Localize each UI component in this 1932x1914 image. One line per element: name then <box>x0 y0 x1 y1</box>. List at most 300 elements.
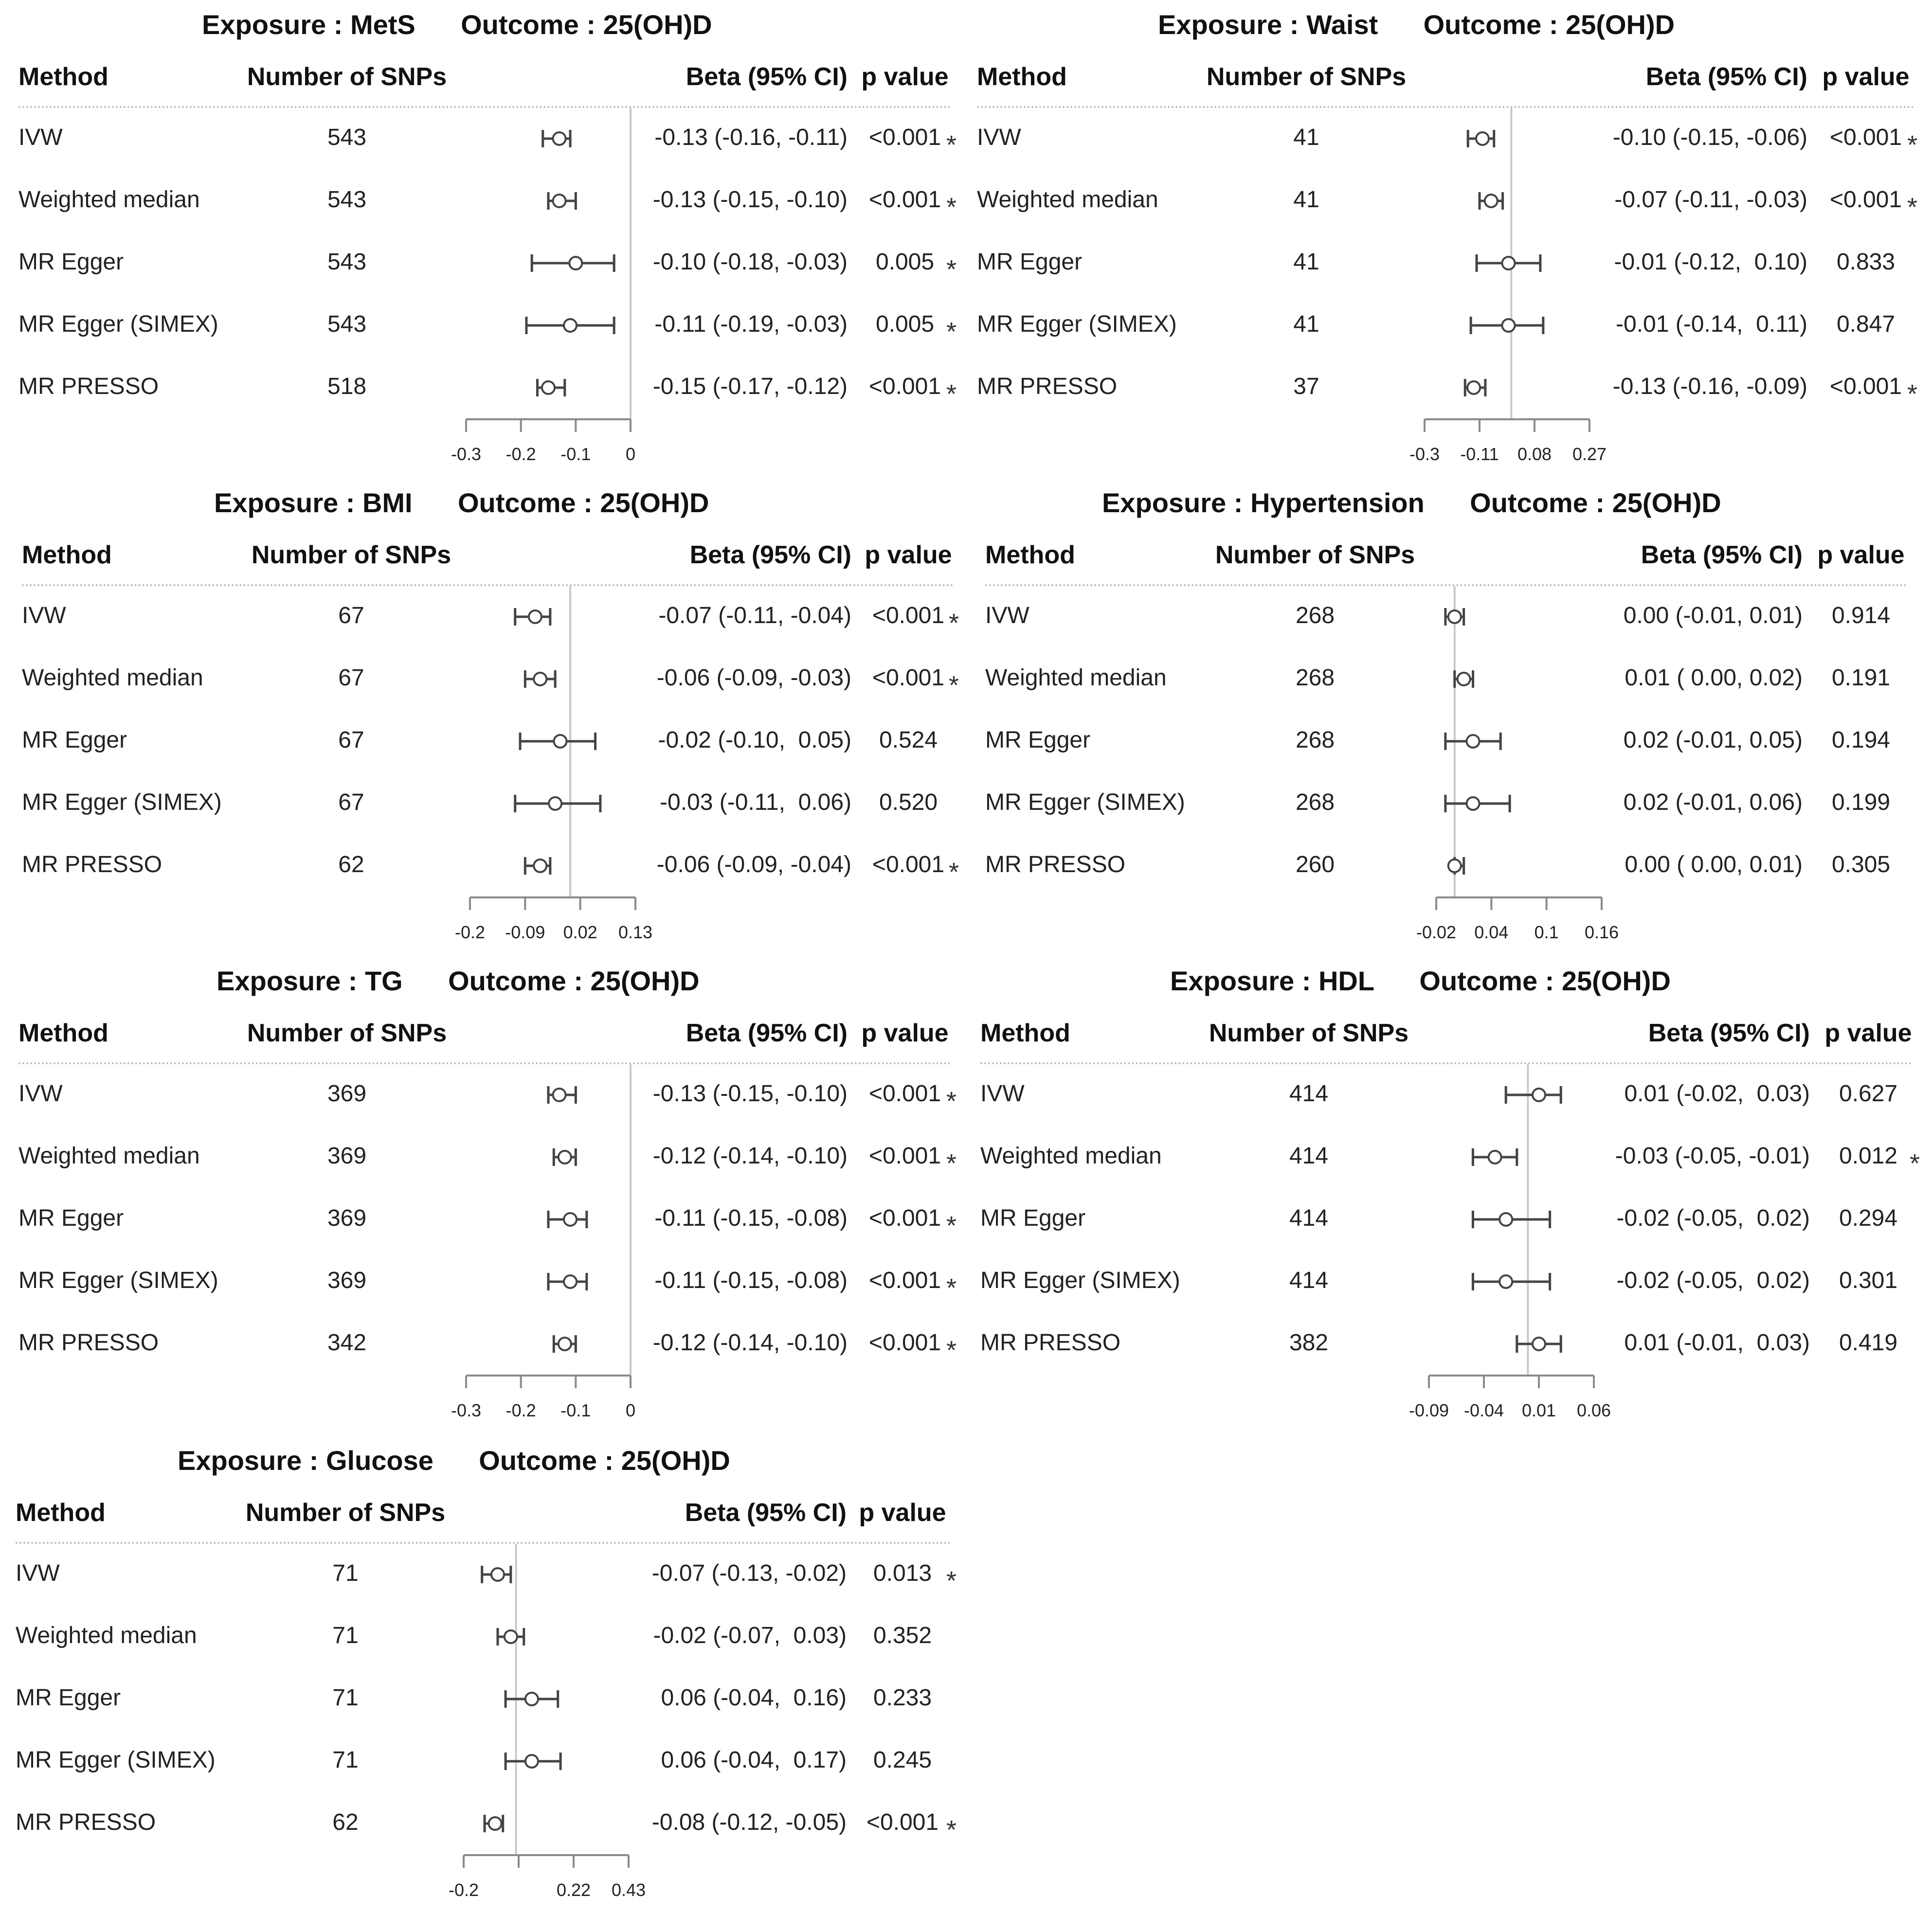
point-estimate-marker <box>1476 132 1489 145</box>
beta-ci-value: 0.06 (-0.04, 0.17) <box>661 1747 847 1773</box>
p-value: <0.001 <box>868 1081 941 1107</box>
forest-plot <box>0 956 966 1433</box>
p-value: 0.520 <box>879 789 938 815</box>
method-label: Weighted median <box>22 665 203 691</box>
ci-marker <box>525 857 550 875</box>
snp-count: 518 <box>327 374 367 399</box>
ci-marker <box>520 733 596 750</box>
point-estimate-marker <box>1448 859 1461 872</box>
method-label: MR Egger (SIMEX) <box>16 1747 216 1773</box>
snp-count: 543 <box>327 125 367 150</box>
method-label: IVW <box>985 603 1029 628</box>
x-axis-tick-label: 0.04 <box>1474 922 1509 942</box>
forest-panel-tg <box>0 956 966 1433</box>
method-label: MR Egger (SIMEX) <box>977 311 1177 337</box>
significance-asterisk-icon: * <box>946 1149 957 1178</box>
snp-count: 414 <box>1289 1143 1329 1169</box>
point-estimate-marker <box>549 797 561 810</box>
beta-ci-value: 0.02 (-0.01, 0.05) <box>1623 727 1803 753</box>
method-label: MR PRESSO <box>16 1809 156 1835</box>
snp-count: 41 <box>1293 311 1319 337</box>
column-header-snps: Number of SNPs <box>1206 63 1407 91</box>
x-axis-tick-label: -0.3 <box>451 1400 482 1420</box>
significance-asterisk-icon: * <box>946 193 957 222</box>
column-header-method: Method <box>16 1499 106 1527</box>
column-header-method: Method <box>18 63 108 91</box>
column-header-method: Method <box>22 541 112 569</box>
ci-marker <box>526 317 614 334</box>
method-label: MR Egger <box>980 1205 1086 1231</box>
significance-asterisk-icon: * <box>949 608 959 638</box>
point-estimate-marker <box>564 1275 577 1288</box>
method-label: MR Egger (SIMEX) <box>18 311 218 337</box>
p-value: 0.627 <box>1839 1081 1898 1107</box>
x-axis-tick-label: -0.09 <box>1408 1400 1449 1420</box>
beta-ci-value: -0.07 (-0.11, -0.04) <box>658 603 851 628</box>
p-value: 0.013 <box>873 1560 932 1586</box>
beta-ci-value: -0.08 (-0.12, -0.05) <box>651 1809 847 1835</box>
p-value: <0.001 <box>1829 187 1902 213</box>
method-label: Weighted median <box>985 665 1167 691</box>
point-estimate-marker <box>564 319 577 332</box>
x-axis-tick-label: 0.08 <box>1517 444 1552 464</box>
x-axis-tick-label: -0.3 <box>451 444 482 464</box>
panel-title: Exposure : BMI Outcome : 25(OH)D <box>214 487 709 518</box>
beta-ci-value: -0.07 (-0.11, -0.03) <box>1614 187 1807 213</box>
p-value: 0.005 <box>875 311 935 337</box>
p-value: <0.001 <box>868 187 941 213</box>
x-axis-tick-label: -0.2 <box>506 444 536 464</box>
method-label: MR Egger <box>985 727 1091 753</box>
x-axis-tick-label: 0 <box>625 1400 636 1420</box>
forest-panel-glucose <box>0 1436 966 1913</box>
column-header-snps: Number of SNPs <box>247 1019 447 1047</box>
p-value: 0.419 <box>1839 1330 1898 1356</box>
forest-panel-hdl <box>966 956 1932 1433</box>
snp-count: 414 <box>1289 1205 1329 1231</box>
point-estimate-marker <box>1533 1089 1545 1101</box>
ci-marker <box>506 1690 558 1708</box>
method-label: Weighted median <box>18 1143 200 1169</box>
method-label: MR Egger <box>18 1205 124 1231</box>
method-label: MR Egger (SIMEX) <box>18 1268 218 1293</box>
column-header-beta: Beta (95% CI) <box>686 1019 848 1047</box>
column-header-pvalue: p value <box>861 63 949 91</box>
significance-asterisk-icon: * <box>946 379 957 409</box>
method-label: MR Egger <box>22 727 127 753</box>
ci-marker <box>548 1273 587 1290</box>
ci-marker <box>1477 254 1540 272</box>
beta-ci-value: -0.02 (-0.07, 0.03) <box>653 1623 847 1648</box>
column-header-method: Method <box>985 541 1075 569</box>
snp-count: 268 <box>1295 665 1335 691</box>
p-value: 0.294 <box>1839 1205 1898 1231</box>
beta-ci-value: -0.06 (-0.09, -0.04) <box>656 852 851 877</box>
column-header-beta: Beta (95% CI) <box>1641 541 1803 569</box>
forest-panel-waist <box>958 0 1924 477</box>
panel-title: Exposure : HDL Outcome : 25(OH)D <box>1170 966 1671 996</box>
snp-count: 71 <box>332 1747 359 1773</box>
column-header-snps: Number of SNPs <box>1209 1019 1409 1047</box>
snp-count: 67 <box>338 603 364 628</box>
snp-count: 414 <box>1289 1268 1329 1293</box>
p-value: 0.199 <box>1831 789 1891 815</box>
significance-asterisk-icon: * <box>946 317 957 346</box>
x-axis-tick-label: -0.2 <box>506 1400 536 1420</box>
point-estimate-marker <box>534 673 546 685</box>
point-estimate-marker <box>1485 195 1498 207</box>
p-value: <0.001 <box>872 665 945 691</box>
x-axis-tick-label: -0.02 <box>1416 922 1457 942</box>
column-header-beta: Beta (95% CI) <box>1648 1019 1810 1047</box>
forest-plot <box>966 956 1932 1433</box>
point-estimate-marker <box>1502 319 1515 332</box>
method-label: MR Egger (SIMEX) <box>22 789 222 815</box>
snp-count: 41 <box>1293 249 1319 275</box>
point-estimate-marker <box>1467 797 1480 810</box>
significance-asterisk-icon: * <box>946 1815 957 1844</box>
method-label: MR Egger <box>16 1685 121 1711</box>
column-header-pvalue: p value <box>1822 63 1910 91</box>
column-header-snps: Number of SNPs <box>247 63 447 91</box>
ci-marker <box>506 1753 560 1770</box>
x-axis-tick-label: -0.3 <box>1409 444 1440 464</box>
snp-count: 37 <box>1293 374 1319 399</box>
snp-count: 71 <box>332 1560 359 1586</box>
column-header-method: Method <box>980 1019 1070 1047</box>
x-axis-tick-label: 0.22 <box>556 1880 591 1900</box>
snp-count: 369 <box>327 1081 367 1107</box>
beta-ci-value: 0.00 (-0.01, 0.01) <box>1623 603 1803 628</box>
ci-marker <box>1448 857 1464 875</box>
significance-asterisk-icon: * <box>946 1273 957 1303</box>
ci-marker <box>485 1815 503 1832</box>
ci-marker <box>1480 192 1503 210</box>
point-estimate-marker <box>489 1817 502 1830</box>
column-header-beta: Beta (95% CI) <box>1645 63 1807 91</box>
point-estimate-marker <box>553 1089 566 1101</box>
p-value: 0.191 <box>1831 665 1891 691</box>
snp-count: 369 <box>327 1268 367 1293</box>
ci-marker <box>1445 608 1464 626</box>
panel-title: Exposure : Glucose Outcome : 25(OH)D <box>178 1445 730 1476</box>
snp-count: 414 <box>1289 1081 1329 1107</box>
ci-marker <box>1473 1148 1517 1166</box>
point-estimate-marker <box>1448 610 1461 623</box>
method-label: MR PRESSO <box>18 1330 159 1356</box>
method-label: MR PRESSO <box>985 852 1126 877</box>
column-header-pvalue: p value <box>1824 1019 1912 1047</box>
point-estimate-marker <box>1499 1213 1512 1226</box>
x-axis-tick-label: 0.16 <box>1584 922 1619 942</box>
method-label: MR PRESSO <box>22 852 163 877</box>
snp-count: 543 <box>327 249 367 275</box>
significance-asterisk-icon: * <box>949 858 959 887</box>
p-value: 0.012 <box>1839 1143 1898 1169</box>
x-axis-tick-label: 0.06 <box>1576 1400 1611 1420</box>
method-label: MR Egger (SIMEX) <box>980 1268 1180 1293</box>
forest-plot <box>966 478 1932 955</box>
p-value: <0.001 <box>868 1268 941 1293</box>
method-label: MR Egger <box>977 249 1083 275</box>
snp-count: 268 <box>1295 727 1335 753</box>
beta-ci-value: 0.06 (-0.04, 0.16) <box>661 1685 847 1711</box>
snp-count: 67 <box>338 727 364 753</box>
beta-ci-value: 0.01 ( 0.00, 0.02) <box>1625 665 1803 691</box>
beta-ci-value: -0.02 (-0.05, 0.02) <box>1616 1205 1810 1231</box>
point-estimate-marker <box>553 195 566 207</box>
method-label: MR PRESSO <box>18 374 159 399</box>
beta-ci-value: -0.15 (-0.17, -0.12) <box>652 374 848 399</box>
ci-marker <box>1517 1335 1561 1353</box>
x-axis-tick-label: -0.1 <box>560 444 591 464</box>
significance-asterisk-icon: * <box>946 1211 957 1240</box>
p-value: <0.001 <box>872 603 945 628</box>
forest-plot <box>0 1436 966 1913</box>
column-header-method: Method <box>18 1019 108 1047</box>
forest-plot <box>0 478 966 955</box>
snp-count: 62 <box>332 1809 359 1835</box>
ci-marker <box>482 1566 511 1583</box>
snp-count: 260 <box>1295 852 1335 877</box>
p-value: <0.001 <box>868 1330 941 1356</box>
beta-ci-value: -0.10 (-0.18, -0.03) <box>652 249 848 275</box>
significance-asterisk-icon: * <box>946 1566 957 1595</box>
point-estimate-marker <box>1467 735 1480 748</box>
p-value: 0.301 <box>1839 1268 1898 1293</box>
ci-marker <box>548 1211 587 1228</box>
p-value: <0.001 <box>868 125 941 150</box>
beta-ci-value: -0.02 (-0.05, 0.02) <box>1616 1268 1810 1293</box>
significance-asterisk-icon: * <box>1907 130 1918 160</box>
point-estimate-marker <box>525 1755 538 1768</box>
significance-asterisk-icon: * <box>946 1087 957 1116</box>
snp-count: 543 <box>327 311 367 337</box>
snp-count: 369 <box>327 1205 367 1231</box>
p-value: 0.245 <box>873 1747 932 1773</box>
beta-ci-value: 0.02 (-0.01, 0.06) <box>1623 789 1803 815</box>
beta-ci-value: 0.01 (-0.02, 0.03) <box>1624 1081 1810 1107</box>
method-label: MR PRESSO <box>977 374 1118 399</box>
column-header-snps: Number of SNPs <box>245 1499 446 1527</box>
snp-count: 67 <box>338 789 364 815</box>
snp-count: 41 <box>1293 187 1319 213</box>
method-label: MR Egger <box>18 249 124 275</box>
point-estimate-marker <box>553 132 566 145</box>
beta-ci-value: -0.13 (-0.15, -0.10) <box>652 1081 848 1107</box>
p-value: 0.233 <box>873 1685 932 1711</box>
point-estimate-marker <box>1489 1151 1501 1163</box>
ci-marker <box>1471 317 1543 334</box>
beta-ci-value: -0.06 (-0.09, -0.03) <box>656 665 851 691</box>
ci-marker <box>525 670 555 688</box>
method-label: MR PRESSO <box>980 1330 1121 1356</box>
ci-marker <box>543 130 570 147</box>
ci-marker <box>515 795 600 812</box>
forest-plot <box>958 0 1924 477</box>
panel-title: Exposure : Waist Outcome : 25(OH)D <box>1158 9 1675 40</box>
snp-count: 62 <box>338 852 364 877</box>
snp-count: 369 <box>327 1143 367 1169</box>
ci-marker <box>498 1628 524 1646</box>
significance-asterisk-icon: * <box>1910 1149 1920 1178</box>
point-estimate-marker <box>525 1693 538 1705</box>
ci-marker <box>1473 1211 1550 1228</box>
beta-ci-value: -0.11 (-0.19, -0.03) <box>654 311 848 337</box>
column-header-pvalue: p value <box>859 1499 946 1527</box>
snp-count: 41 <box>1293 125 1319 150</box>
p-value: 0.914 <box>1831 603 1891 628</box>
beta-ci-value: -0.10 (-0.15, -0.06) <box>1612 125 1807 150</box>
snp-count: 382 <box>1289 1330 1329 1356</box>
p-value: 0.005 <box>875 249 935 275</box>
x-axis-tick-label: 0.13 <box>618 922 653 942</box>
significance-asterisk-icon: * <box>946 255 957 284</box>
point-estimate-marker <box>569 257 582 269</box>
snp-count: 71 <box>332 1685 359 1711</box>
point-estimate-marker <box>491 1568 504 1581</box>
x-axis-tick-label: 0.02 <box>563 922 597 942</box>
ci-marker <box>532 254 614 272</box>
panel-title: Exposure : Hypertension Outcome : 25(OH)D <box>1102 487 1721 518</box>
ci-marker <box>554 1335 576 1353</box>
beta-ci-value: -0.11 (-0.15, -0.08) <box>654 1268 848 1293</box>
column-header-beta: Beta (95% CI) <box>685 1499 847 1527</box>
p-value: 0.833 <box>1836 249 1896 275</box>
beta-ci-value: -0.01 (-0.12, 0.10) <box>1614 249 1807 275</box>
method-label: Weighted median <box>16 1623 197 1648</box>
ci-marker <box>1455 670 1473 688</box>
ci-marker <box>1465 379 1485 396</box>
x-axis-tick-label: 0.43 <box>611 1880 646 1900</box>
x-axis-tick-label: 0.01 <box>1521 1400 1556 1420</box>
p-value: <0.001 <box>868 374 941 399</box>
ci-marker <box>1473 1273 1550 1290</box>
point-estimate-marker <box>559 1151 571 1163</box>
beta-ci-value: -0.07 (-0.13, -0.02) <box>651 1560 847 1586</box>
x-axis-tick-label: -0.2 <box>454 922 486 942</box>
beta-ci-value: -0.11 (-0.15, -0.08) <box>654 1205 848 1231</box>
significance-asterisk-icon: * <box>1907 379 1918 409</box>
beta-ci-value: -0.12 (-0.14, -0.10) <box>652 1330 848 1356</box>
beta-ci-value: -0.13 (-0.16, -0.09) <box>1612 374 1807 399</box>
beta-ci-value: 0.00 ( 0.00, 0.01) <box>1625 852 1803 877</box>
point-estimate-marker <box>534 859 546 872</box>
column-header-method: Method <box>977 63 1067 91</box>
method-label: Weighted median <box>977 187 1158 213</box>
ci-marker <box>515 608 550 626</box>
snp-count: 268 <box>1295 603 1335 628</box>
column-header-pvalue: p value <box>861 1019 949 1047</box>
point-estimate-marker <box>1533 1338 1545 1350</box>
x-axis-tick-label: -0.04 <box>1463 1400 1504 1420</box>
method-label: IVW <box>18 125 63 150</box>
point-estimate-marker <box>1467 381 1480 394</box>
snp-count: 342 <box>327 1330 367 1356</box>
point-estimate-marker <box>542 381 555 394</box>
point-estimate-marker <box>1502 257 1515 269</box>
beta-ci-value: -0.13 (-0.15, -0.10) <box>652 187 848 213</box>
ci-marker <box>1506 1086 1561 1104</box>
ci-marker <box>554 1148 576 1166</box>
forest-panel-bmi <box>0 478 966 955</box>
significance-asterisk-icon: * <box>1907 193 1918 222</box>
method-label: IVW <box>980 1081 1025 1107</box>
p-value: 0.305 <box>1831 852 1891 877</box>
point-estimate-marker <box>529 610 542 623</box>
panel-title: Exposure : TG Outcome : 25(OH)D <box>217 966 700 996</box>
x-axis-tick-label: -0.1 <box>560 1400 591 1420</box>
p-value: <0.001 <box>1829 374 1902 399</box>
x-axis-tick-label: 0.1 <box>1534 922 1559 942</box>
p-value: <0.001 <box>868 1205 941 1231</box>
beta-ci-value: 0.01 (-0.01, 0.03) <box>1624 1330 1810 1356</box>
snp-count: 543 <box>327 187 367 213</box>
p-value: <0.001 <box>866 1809 939 1835</box>
p-value: 0.524 <box>879 727 938 753</box>
point-estimate-marker <box>1499 1275 1512 1288</box>
panel-title: Exposure : MetS Outcome : 25(OH)D <box>202 9 712 40</box>
p-value: 0.194 <box>1831 727 1891 753</box>
ci-marker <box>548 192 576 210</box>
column-header-beta: Beta (95% CI) <box>689 541 851 569</box>
ci-marker <box>1468 130 1494 147</box>
ci-marker <box>548 1086 576 1104</box>
p-value: 0.847 <box>1836 311 1896 337</box>
p-value: <0.001 <box>868 1143 941 1169</box>
forest-panel-hypertension <box>966 478 1932 955</box>
method-label: IVW <box>22 603 66 628</box>
column-header-pvalue: p value <box>1817 541 1905 569</box>
point-estimate-marker <box>564 1213 577 1226</box>
point-estimate-marker <box>554 735 566 748</box>
x-axis-tick-label: 0 <box>625 444 636 464</box>
method-label: Weighted median <box>980 1143 1162 1169</box>
method-label: Weighted median <box>18 187 200 213</box>
x-axis-tick-label: -0.2 <box>448 1880 479 1900</box>
method-label: MR Egger (SIMEX) <box>985 789 1185 815</box>
significance-asterisk-icon: * <box>949 671 959 700</box>
snp-count: 268 <box>1295 789 1335 815</box>
p-value: 0.352 <box>873 1623 932 1648</box>
p-value: <0.001 <box>1829 125 1902 150</box>
column-header-snps: Number of SNPs <box>1215 541 1415 569</box>
beta-ci-value: -0.01 (-0.14, 0.11) <box>1616 311 1807 337</box>
column-header-beta: Beta (95% CI) <box>686 63 848 91</box>
snp-count: 67 <box>338 665 364 691</box>
forest-plot <box>0 0 966 477</box>
beta-ci-value: -0.13 (-0.16, -0.11) <box>654 125 848 150</box>
x-axis-tick-label: -0.09 <box>505 922 545 942</box>
column-header-snps: Number of SNPs <box>251 541 451 569</box>
snp-count: 71 <box>332 1623 359 1648</box>
beta-ci-value: -0.12 (-0.14, -0.10) <box>652 1143 848 1169</box>
column-header-pvalue: p value <box>865 541 952 569</box>
beta-ci-value: -0.03 (-0.11, 0.06) <box>660 789 851 815</box>
method-label: IVW <box>977 125 1021 150</box>
significance-asterisk-icon: * <box>946 1336 957 1365</box>
beta-ci-value: -0.03 (-0.05, -0.01) <box>1615 1143 1810 1169</box>
point-estimate-marker <box>559 1338 571 1350</box>
point-estimate-marker <box>1458 673 1470 685</box>
beta-ci-value: -0.02 (-0.10, 0.05) <box>658 727 851 753</box>
ci-marker <box>537 379 564 396</box>
x-axis-tick-label: -0.11 <box>1460 444 1499 464</box>
x-axis-tick-label: 0.27 <box>1572 444 1607 464</box>
method-label: IVW <box>16 1560 60 1586</box>
significance-asterisk-icon: * <box>946 130 957 160</box>
p-value: <0.001 <box>872 852 945 877</box>
